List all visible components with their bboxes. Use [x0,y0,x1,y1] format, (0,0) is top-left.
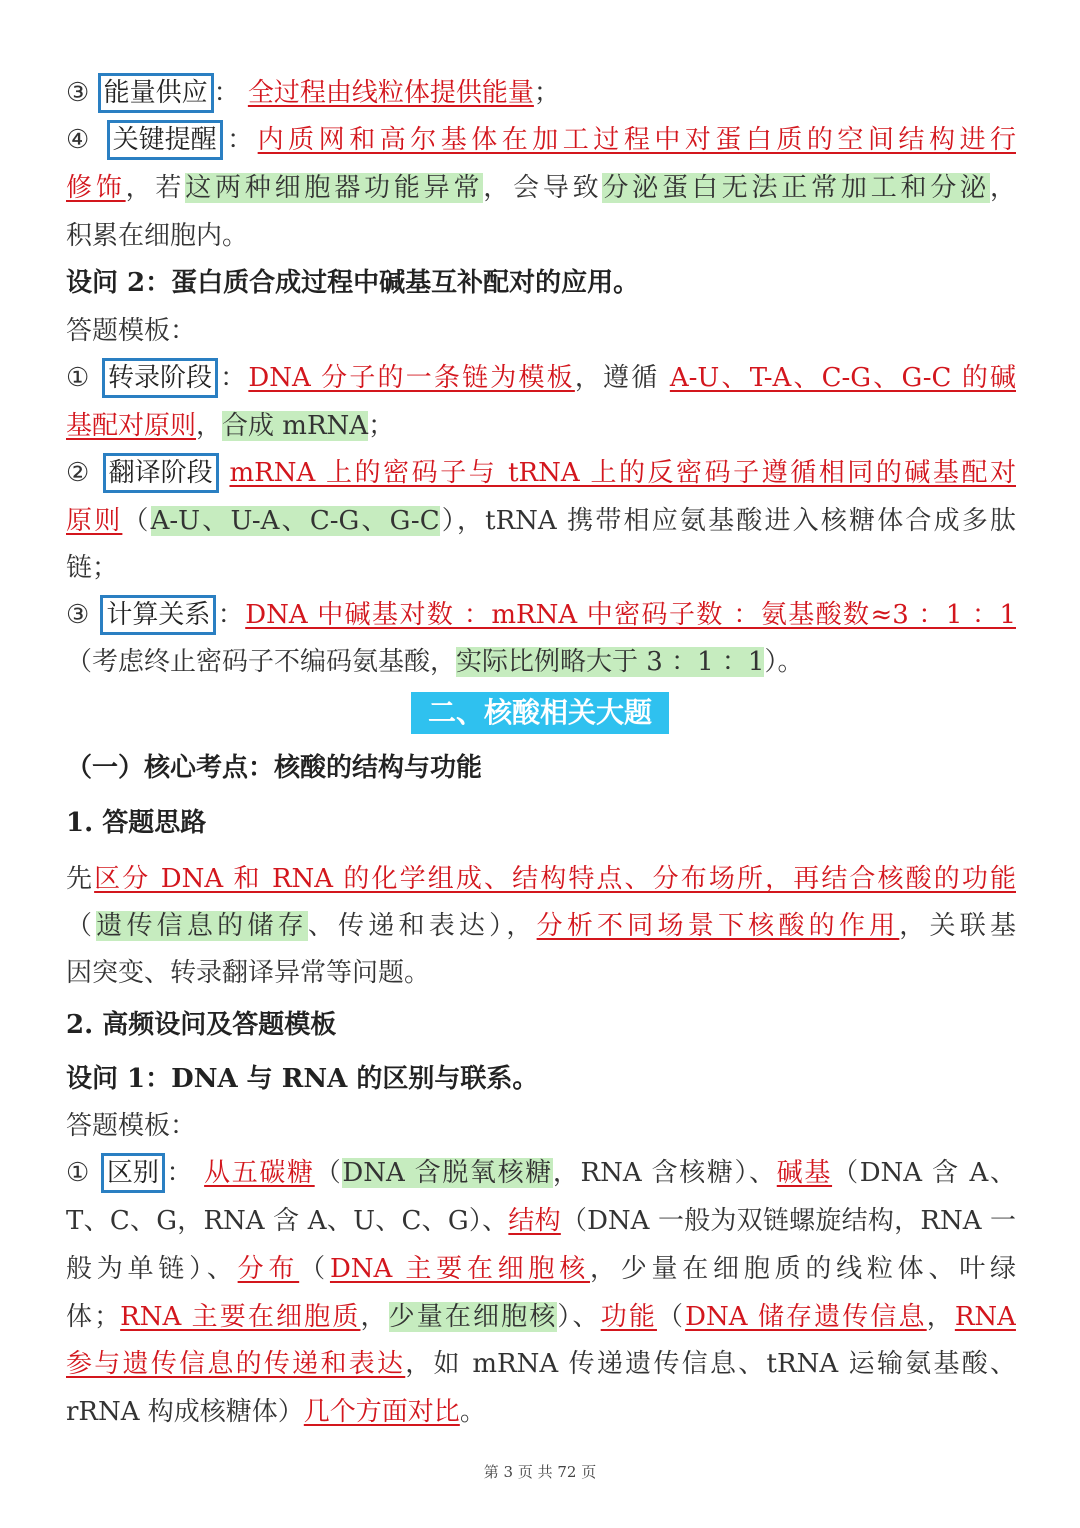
highlighted-text: 合成 mRNA [222,411,369,441]
text-line [66,1201,1016,1241]
text-line [66,953,1016,993]
text-line [66,73,1016,113]
plain-text: 答题模板： [66,1111,197,1141]
underlined-text: 参与遗传信息的传递和表达 [66,1349,406,1379]
text-line [66,595,1016,635]
plain-text: （DNA 含 A、 [832,1158,1016,1188]
plain-text: 设问 1：DNA 与 RNA 的区别与联系。 [66,1064,539,1094]
highlighted-text: 实际比例略大于 3 ：1 ：1 [456,647,765,677]
plain-text: ， [196,411,223,441]
underlined-text: 全过程由线粒体提供能量 [247,78,534,108]
punct: ； [533,78,560,108]
plain-text: 设问 2：蛋白质合成过程中碱基互补配对的应用。 [66,268,640,298]
page-footer: 第 3 页 共 72 页 [483,1463,597,1481]
circled-number: ① [66,1158,101,1188]
highlighted-text: 分泌蛋白无法正常加工和分泌 [602,173,990,203]
plain-text: 2. 高频设问及答题模板 [66,1010,337,1040]
underlined-text: 分析不同场景下核酸的作用 [536,911,900,941]
circled-number: ③ [66,78,98,108]
text-line [66,453,1016,493]
underlined-text: DNA 中碱基对数 ：mRNA 中密码子数 ：氨基酸数≈3 ：1 ：1 [245,600,1016,630]
numbered-heading [66,803,1016,843]
plain-text: （ [314,1158,343,1188]
underlined-text: 基配对原则 [66,411,197,441]
underlined-text: 分布 [237,1254,300,1284]
plain-text: 。 [459,1397,486,1427]
underlined-text: 功能 [600,1302,657,1332]
highlighted-text: 这两种细胞器功能异常 [185,173,484,203]
text-line [66,1249,1016,1289]
underlined-text: 区分 DNA 和 RNA 的化学组成、结构特点、分布场所，再结合核酸的功能 [94,864,1016,894]
subsection-heading [66,748,1016,788]
text-line [66,642,1016,682]
plain-text: （ [656,1302,686,1332]
circled-number: ② [66,458,103,488]
keyword-box: 计算关系 [100,595,216,635]
underlined-text: 碱基 [776,1158,833,1188]
underlined-text: DNA 分子的一条链为模板 [248,363,575,393]
plain-text: ，如 mRNA 传递遗传信息、tRNA 运输氨基酸、 [405,1349,1016,1379]
text-line [66,120,1016,160]
plain-text: ），tRNA 携带相应氨基酸进入核糖体合成多肽 [439,506,1016,536]
plain-text: （ [299,1254,330,1284]
punct: ： [216,600,246,630]
highlighted-text: A-U、U-A、C-G、G-C [150,506,440,536]
template-label [66,311,1016,351]
plain-text: ，会导致 [483,173,603,203]
underlined-text: 几个方面对比 [303,1397,460,1427]
circled-number: ④ [66,125,107,155]
keyword-box: 关键提醒 [107,120,223,160]
underlined-text: 结构 [508,1206,561,1236]
highlighted-text: 少量在细胞核 [388,1302,558,1332]
plain-text: ，少量在细胞质的线粒体、叶绿 [589,1254,1016,1284]
section-title: 二、核酸相关大题 [411,692,669,734]
text-line [66,859,1016,899]
plain-text: （考虑终止密码子不编码氨基酸， [66,647,457,677]
text-line [66,501,1016,541]
plain-text: 、传递和表达）， [307,911,537,941]
underlined-text: 内质网和高尔基体在加工过程中对蛋白质的空间结构进行 [257,125,1016,155]
plain-text: ， [926,1302,955,1332]
text-line [66,168,1016,208]
question-heading [66,263,1016,303]
plain-text: （DNA 一般为双链螺旋结构，RNA 一 [560,1206,1016,1236]
plain-text: 先 [66,864,95,894]
plain-text: T、C、G，RNA 含 A、U、C、G）、 [66,1206,509,1236]
text-line [66,1392,1016,1432]
punct: ： [164,1158,195,1188]
plain-text: 链； [66,553,119,583]
plain-text: ，RNA 含核糖）、 [552,1158,777,1188]
underlined-text: DNA 储存遗传信息 [685,1302,927,1332]
plain-text: 积累在细胞内。 [66,221,249,251]
text-line [66,1297,1016,1337]
highlighted-text: 遗传信息的储存 [96,911,308,941]
keyword-box: 转录阶段 [102,358,218,398]
plain-text [219,458,230,488]
keyword-box: 能量供应 [98,73,214,113]
underlined-text: 原则 [66,506,123,536]
plain-text: ，关联基 [899,911,1016,941]
highlighted-text: DNA 含脱氧核糖 [342,1158,553,1188]
text-line [66,906,1016,946]
plain-text: ， [360,1302,389,1332]
plain-text: 1. 答题思路 [66,808,207,838]
underlined-text: RNA 主要在细胞质 [120,1302,361,1332]
circled-number: ① [66,363,102,393]
text-line [66,216,1016,256]
text-line [66,548,1016,588]
plain-text: ）。 [764,647,804,677]
punct: ： [213,78,240,108]
plain-text: （一）核心考点：核酸的结构与功能 [66,753,483,783]
circled-number: ③ [66,600,101,630]
plain-text: rRNA 构成核糖体） [66,1397,304,1427]
punct: ： [222,125,258,155]
plain-text: ， [989,173,1016,203]
question-heading [66,1059,1016,1099]
plain-text: 答题模板： [66,316,197,346]
text-line [66,358,1016,398]
text-line [66,1153,1016,1193]
plain-text: 般为单链）、 [66,1254,238,1284]
underlined-text: RNA [954,1302,1016,1332]
plain-text: （ [66,911,97,941]
underlined-text: DNA 主要在细胞核 [329,1254,590,1284]
numbered-heading [66,1005,1016,1045]
plain-text: ； [368,411,395,441]
plain-text: ，遵循 [574,363,670,393]
text-line [66,1344,1016,1384]
template-label [66,1106,1016,1146]
underlined-text: mRNA 上的密码子与 tRNA 上的反密码子遵循相同的碱基配对 [229,458,1016,488]
plain-text: （ [122,506,151,536]
punct: ： [217,363,249,393]
keyword-box: 区别 [101,1153,165,1193]
plain-text: 体； [66,1302,121,1332]
underlined-text: A-U、T-A、C-G、G-C 的碱 [669,363,1016,393]
plain-text: ）、 [557,1302,601,1332]
keyword-box: 翻译阶段 [103,453,219,493]
text-line [66,406,1016,446]
plain-text: ，若 [125,173,186,203]
plain-text: 因突变、转录翻译异常等问题。 [66,958,431,988]
underlined-text: 从五碳糖 [204,1158,315,1188]
underlined-text: 修饰 [66,173,126,203]
